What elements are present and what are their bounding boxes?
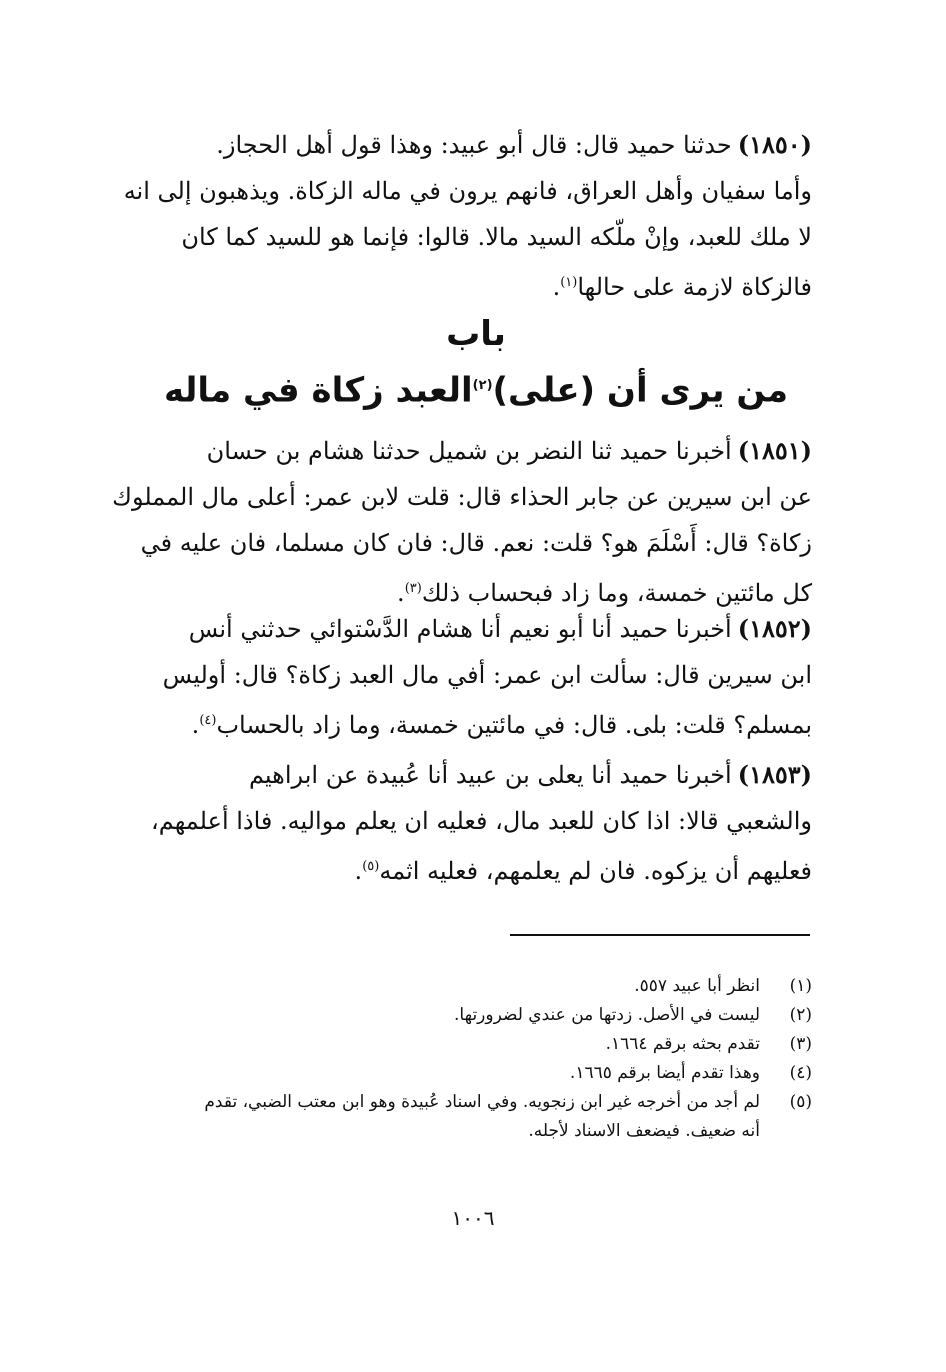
- footnote-item: [140, 1030, 812, 1059]
- paragraph-line: [140, 428, 812, 474]
- footnote-item: [140, 972, 812, 1001]
- paragraph-line: زكاة؟ قال: أَسْلَمَ هو؟ قلت: نعم. قال: فان كان مسلما، فان عليه في: [140, 529, 812, 557]
- footnote-line: انظر أبا عبيد ٥٥٧.: [634, 976, 760, 996]
- footnote-item: [140, 1059, 812, 1088]
- punctuation: .: [354, 857, 363, 885]
- hadith-number: (١٨٥٠): [737, 130, 812, 159]
- paragraph-line: [140, 698, 812, 748]
- footnote-number: (٢): [789, 1005, 812, 1025]
- paragraph-text: فالزكاة لازمة على حالها: [577, 273, 812, 301]
- paragraph-text: بمسلم؟ قلت: بلى. قال: في مائتين خمسة، وما زاد بالحساب: [216, 711, 812, 739]
- footnote-number: (١): [789, 976, 812, 996]
- chapter-heading-title: [140, 362, 812, 414]
- footnote-reference: (٣): [404, 581, 422, 596]
- hadith-number: (١٨٥٢): [737, 614, 812, 643]
- paragraph-line: [140, 844, 812, 894]
- footnote-text: [140, 1088, 760, 1146]
- hadith-paragraph-1850: [123, 122, 812, 310]
- paragraph-text: أخبرنا حميد أنا أبو نعيم أنا هشام الدَّسْتوائي حدثني أنس: [188, 615, 732, 643]
- footnote-text: [140, 1030, 760, 1059]
- paragraph-line: والشعبي قالا: اذا كان للعبد مال، فعليه ان يعلم مواليه. فاذا أعلمهم،: [151, 807, 812, 835]
- paragraph-line: [140, 260, 812, 310]
- paragraph-text: فعليهم أن يزكوه. فان لم يعلمهم، فعليه اثمه: [379, 857, 812, 885]
- page-number: ١٠٠٦: [451, 1206, 495, 1230]
- paragraph-line: [140, 752, 812, 798]
- heading-text-part: العبد زكاة في ماله: [163, 370, 473, 411]
- footnote-reference: (١): [560, 275, 578, 290]
- footnote-item: [140, 1001, 812, 1030]
- paragraph-line: عن ابن سيرين عن جابر الحذاء قال: قلت لابن عمر: أعلى مال المملوك: [112, 483, 812, 511]
- paragraph-text: أخبرنا حميد ثنا النضر بن شميل حدثنا هشام بن حسان: [206, 437, 732, 465]
- footnote-line: أنه ضعيف. فيضعف الاسناد لأجله.: [528, 1121, 760, 1141]
- punctuation: .: [397, 579, 405, 607]
- hadith-paragraph-1852: [140, 606, 812, 748]
- footnote-reference: (٢): [472, 378, 493, 393]
- punctuation: .: [191, 711, 200, 739]
- footnotes-section: [140, 972, 812, 1146]
- paragraph-line: [140, 606, 812, 652]
- punctuation: .: [552, 273, 561, 301]
- paragraph-line: لا ملك للعبد، وإنْ ملّكه السيد مالا. قالوا: فإنما هو للسيد كما كان: [181, 223, 812, 251]
- footnote-text: [140, 1059, 760, 1088]
- footnote-line: تقدم بحثه برقم ١٦٦٤.: [605, 1034, 760, 1054]
- hadith-number: (١٨٥١): [737, 436, 812, 465]
- footnote-reference: (٤): [199, 713, 217, 728]
- footnote-separator: [510, 934, 810, 936]
- footnote-line: ليست في الأصل. زدتها من عندي لضرورتها.: [454, 1005, 760, 1025]
- hadith-paragraph-1851: [112, 428, 812, 616]
- chapter-heading-label: باب: [446, 314, 506, 354]
- hadith-number: (١٨٥٣): [737, 760, 812, 789]
- footnote-line: وهذا تقدم أيضا برقم ١٦٦٥.: [569, 1063, 760, 1083]
- footnote-number: (٣): [789, 1034, 812, 1054]
- footnote-item: [140, 1088, 812, 1146]
- footnote-number: (٥): [789, 1092, 812, 1112]
- footnote-reference: (٥): [362, 859, 380, 874]
- footnote-text: [140, 1001, 760, 1030]
- paragraph-text: أخبرنا حميد أنا يعلى بن عبيد أنا عُبيدة عن ابراهيم: [248, 761, 732, 789]
- footnote-text: [140, 972, 760, 1001]
- paragraph-line: وأما سفيان وأهل العراق، فانهم يرون في ماله الزكاة. ويذهبون إلى انه: [123, 177, 812, 205]
- footnote-line: لم أجد من أخرجه غير ابن زنجويه. وفي اسناد عُبيدة وهو ابن معتب الضبي، تقدم: [204, 1092, 760, 1112]
- footnote-number: (٤): [789, 1063, 812, 1083]
- paragraph-text: حدثنا حميد قال: قال أبو عبيد: وهذا قول أهل الحجاز.: [216, 131, 732, 159]
- heading-text-part: من يرى أن (على): [492, 370, 789, 411]
- paragraph-text: كل مائتين خمسة، وما زاد فبحساب ذلك: [421, 579, 812, 607]
- paragraph-line: ابن سيرين قال: سألت ابن عمر: أفي مال العبد زكاة؟ قال: أوليس: [162, 661, 812, 689]
- paragraph-line: [140, 122, 812, 168]
- hadith-paragraph-1853: [140, 752, 812, 894]
